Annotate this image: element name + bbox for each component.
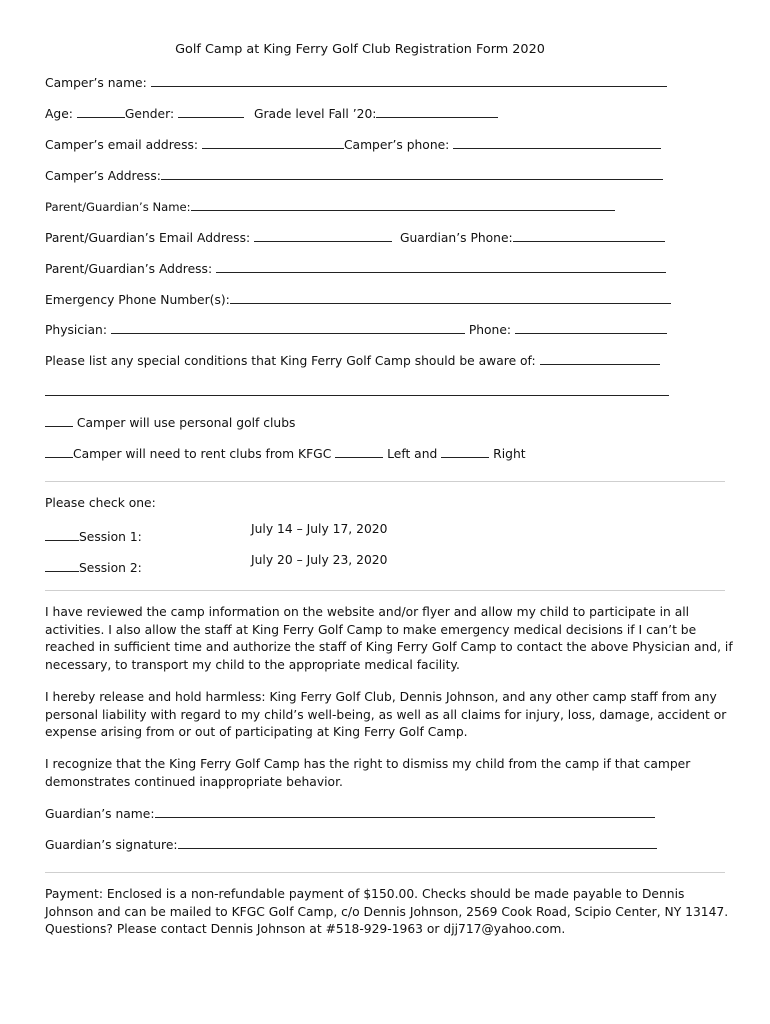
guardian-phone-label: Guardian’s Phone:	[399, 231, 513, 245]
parent-address-label: Parent/Guardian’s Address:	[45, 262, 213, 276]
session-1-label: Session 1:	[79, 530, 142, 544]
personal-clubs-check[interactable]	[45, 414, 73, 427]
rent-clubs-row	[45, 445, 526, 461]
section-divider	[45, 481, 725, 482]
camper-name-field[interactable]	[151, 74, 667, 87]
age-gender-grade-row	[45, 105, 498, 121]
camper-address-field[interactable]	[161, 167, 663, 180]
age-field[interactable]	[77, 105, 125, 118]
guardian-name-field[interactable]	[155, 805, 655, 818]
physician-row	[45, 321, 667, 337]
rent-clubs-label: Camper will need to rent clubs from KFGC	[73, 447, 332, 461]
right-clubs-field[interactable]	[441, 445, 489, 458]
session-2-row	[45, 559, 142, 575]
emergency-phone-label: Emergency Phone Number(s):	[45, 293, 230, 307]
gender-label: Gender:	[124, 107, 175, 121]
camper-phone-label: Camper’s phone:	[343, 138, 450, 152]
section-divider	[45, 872, 725, 873]
parent-name-label: Parent/Guardian’s Name:	[45, 200, 191, 214]
guardian-signature-field[interactable]	[178, 836, 657, 849]
session-2-check[interactable]	[45, 559, 79, 572]
physician-phone-field[interactable]	[515, 321, 667, 334]
physician-label: Physician:	[45, 323, 107, 337]
session-1-dates: July 14 – July 17, 2020	[251, 522, 388, 536]
camper-phone-field[interactable]	[453, 136, 661, 149]
release-paragraph: I hereby release and hold harmless: King Ferry Golf Club, Dennis Johnson, and any other camp staff from any personal liability with regard to my child’s well-being, as well as all claims for injury, loss, damage, accident or expense arising from or out of participating at King Ferry Golf Camp.	[45, 690, 727, 739]
guardian-name-row	[45, 805, 655, 821]
guardian-signature-label: Guardian’s signature:	[45, 838, 178, 852]
parent-name-row	[45, 198, 615, 214]
emergency-phone-field[interactable]	[230, 291, 671, 304]
camper-email-label: Camper’s email address:	[45, 138, 199, 152]
camper-name-row	[45, 74, 667, 90]
camper-email-field[interactable]	[202, 136, 344, 149]
right-label: Right	[493, 447, 526, 461]
emergency-phone-row	[45, 291, 671, 307]
parent-email-row	[45, 229, 665, 245]
parent-email-field[interactable]	[254, 229, 392, 242]
gender-field[interactable]	[178, 105, 244, 118]
parent-address-field[interactable]	[216, 260, 666, 273]
session-1-check[interactable]	[45, 528, 79, 541]
parent-name-field[interactable]	[191, 198, 615, 211]
session-1-row	[45, 528, 142, 544]
rent-clubs-check[interactable]	[45, 445, 73, 458]
guardian-signature-row	[45, 836, 657, 852]
camper-name-label: Camper’s name:	[45, 76, 147, 90]
section-divider	[45, 590, 725, 591]
grade-label: Grade level Fall ’20:	[253, 107, 377, 121]
special-conditions-row	[45, 352, 660, 368]
consent-paragraph: I have reviewed the camp information on the website and/or flyer and allow my child to participate in all activities. I also allow the staff at King Ferry Golf Camp to make emergency medical decisions if I can’t be reached in sufficient time and authorize the staff of King Ferry Golf Camp to contact the above Physician and, if necessary, to transport my child to the appropriate medical facility.	[45, 605, 733, 672]
camper-contact-row	[45, 136, 661, 152]
personal-clubs-row	[45, 414, 295, 430]
guardian-phone-field[interactable]	[513, 229, 665, 242]
form-title: Golf Camp at King Ferry Golf Club Registration Form 2020	[175, 42, 545, 57]
dismissal-paragraph: I recognize that the King Ferry Golf Camp has the right to dismiss my child from the camp if that camper demonstrates continued inappropriate behavior.	[45, 757, 691, 789]
special-conditions-field[interactable]	[540, 352, 660, 365]
guardian-name-label: Guardian’s name:	[45, 807, 155, 821]
session-2-dates: July 20 – July 23, 2020	[251, 553, 388, 567]
parent-email-label: Parent/Guardian’s Email Address:	[45, 231, 251, 245]
camper-address-label: Camper’s Address:	[45, 169, 161, 183]
age-label: Age:	[45, 107, 73, 121]
left-clubs-field[interactable]	[335, 445, 383, 458]
left-label: Left and	[387, 447, 438, 461]
parent-address-row	[45, 260, 666, 276]
physician-phone-label: Phone:	[468, 323, 512, 337]
session-2-label: Session 2:	[79, 561, 142, 575]
sessions-heading: Please check one:	[45, 496, 156, 510]
payment-paragraph: Payment: Enclosed is a non-refundable payment of $150.00. Checks should be made payable to Dennis Johnson and can be mailed to KFGC Golf Camp, c/o Dennis Johnson, 2569 Cook Road, Scipio Center, NY 13147. Questions? Please contact Dennis Johnson at #518-929-1963 or djj717@yahoo.com.	[45, 887, 729, 936]
grade-field[interactable]	[376, 105, 498, 118]
physician-field[interactable]	[111, 321, 465, 334]
special-conditions-continuation-field[interactable]	[45, 395, 669, 396]
personal-clubs-label: Camper will use personal golf clubs	[76, 416, 296, 430]
special-conditions-label: Please list any special conditions that King Ferry Golf Camp should be aware of:	[45, 354, 536, 368]
camper-address-row	[45, 167, 663, 183]
